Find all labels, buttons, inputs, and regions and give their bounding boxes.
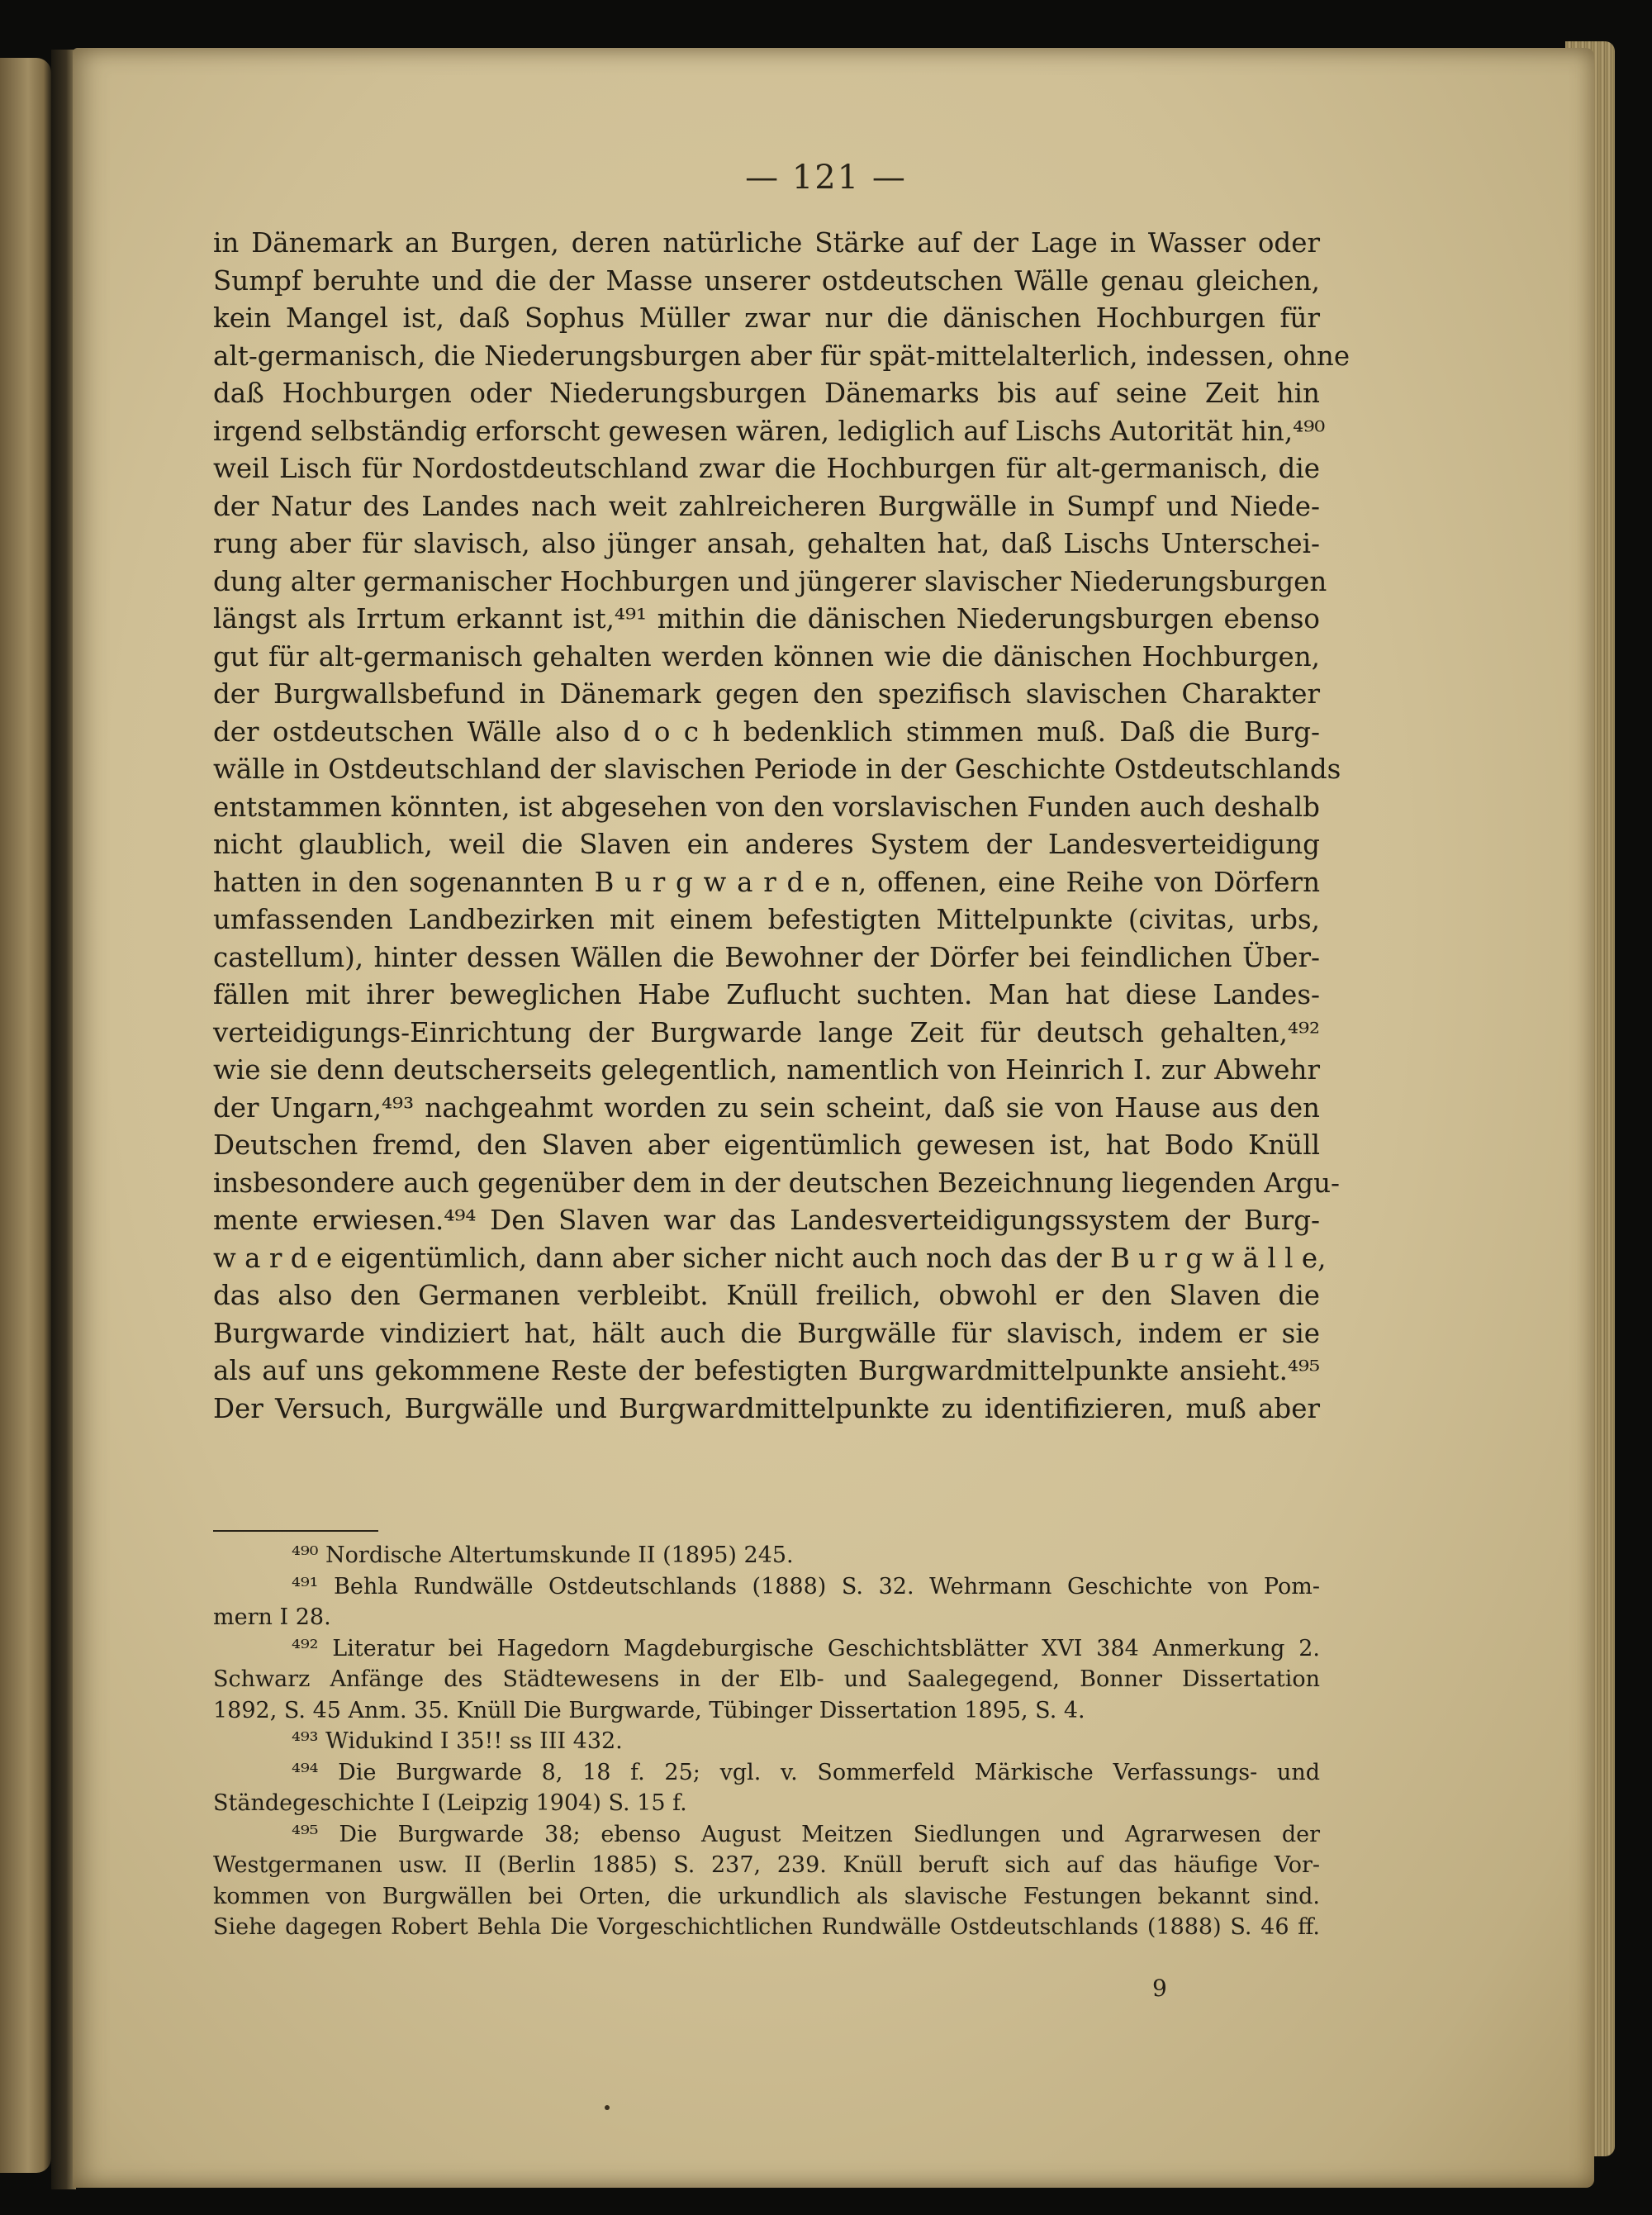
footnote-line: 1892, S. 45 Anm. 35. Knüll Die Burgwarde, Tübinger Dissertation 1895, S. 4. bbox=[213, 1697, 1085, 1723]
body-text bbox=[213, 225, 1351, 1428]
body-line: Deutschen fremd, den Slaven aber eigentümlich gewesen ist, hat Bodo Knüll bbox=[213, 1129, 1320, 1161]
body-line: wälle in Ostdeutschland der slavischen Periode in der Geschichte Ostdeutschlands bbox=[213, 753, 1341, 785]
footnote-line: mern I 28. bbox=[213, 1604, 331, 1630]
footnote-line: ⁴⁹⁵ Die Burgwarde 38; ebenso August Meitzen Siedlungen und Agrarwesen der bbox=[292, 1821, 1320, 1847]
body-line: als auf uns gekommene Reste der befestigten Burgwardmittelpunkte ansieht.⁴⁹⁵ bbox=[213, 1355, 1320, 1386]
body-line: der Burgwallsbefund in Dänemark gegen den spezifisch slavischen Charakter bbox=[213, 678, 1320, 710]
body-line: Sumpf beruhte und die der Masse unserer ostdeutschen Wälle genau gleichen, bbox=[213, 264, 1320, 297]
body-line: hatten in den sogenannten B u r g w a r d e n, offenen, eine Reihe von Dörfern bbox=[213, 866, 1320, 898]
body-line: der ostdeutschen Wälle also d o c h bedenklich stimmen muß. Daß die Burg- bbox=[213, 715, 1320, 748]
body-line: alt-germanisch, die Niederungsburgen aber für spät-mittelalterlich, indessen, ohne bbox=[213, 340, 1351, 372]
body-line: in Dänemark an Burgen, deren natürliche Stärke auf der Lage in Wasser oder bbox=[213, 227, 1320, 259]
footnote-line: ⁴⁹³ Widukind I 35!! ss III 432. bbox=[292, 1728, 623, 1754]
body-line: rung aber für slavisch, also jünger ansah, gehalten hat, daß Lischs Unterschei- bbox=[213, 528, 1320, 559]
footnote-line: kommen von Burgwällen bei Orten, die urkundlich als slavische Festungen bekannt sind. bbox=[213, 1883, 1320, 1909]
body-line: umfassenden Landbezirken mit einem befestigten Mittelpunkte (civitas, urbs, bbox=[213, 904, 1320, 935]
body-line: dung alter germanischer Hochburgen und jüngerer slavischer Niederungsburgen bbox=[213, 565, 1327, 597]
signature-mark: 9 bbox=[1152, 1975, 1167, 2002]
body-line: irgend selbständig erforscht gewesen wären, lediglich auf Lischs Autorität hin,⁴⁹⁰ bbox=[213, 415, 1326, 447]
body-line: Der Versuch, Burgwälle und Burgwardmittelpunkte zu identifizieren, muß aber bbox=[213, 1392, 1320, 1424]
footnote-line: Siehe dagegen Robert Behla Die Vorgeschichtlichen Rundwälle Ostdeutschlands (1888) S. 46 ff. bbox=[213, 1914, 1320, 1940]
footnote-line: ⁴⁹¹ Behla Rundwälle Ostdeutschlands (1888) S. 32. Wehrmann Geschichte von Pom- bbox=[292, 1573, 1320, 1599]
body-line: nicht glaublich, weil die Slaven ein anderes System der Landesverteidigung bbox=[213, 829, 1320, 860]
footnote-rule bbox=[213, 1530, 378, 1532]
footnote-line: ⁴⁹⁰ Nordische Altertumskunde II (1895) 245. bbox=[292, 1542, 794, 1568]
footnote-line: ⁴⁹² Literatur bei Hagedorn Magdeburgische Geschichtsblätter XVI 384 Anmerkung 2. bbox=[292, 1635, 1320, 1661]
footnote-line: Westgermanen usw. II (Berlin 1885) S. 237, 239. Knüll beruft sich auf das häufige Vor- bbox=[213, 1852, 1320, 1878]
body-line: castellum), hinter dessen Wällen die Bewohner der Dörfer bei feindlichen Über- bbox=[213, 941, 1320, 973]
footnote-line: ⁴⁹⁴ Die Burgwarde 8, 18 f. 25; vgl. v. Sommerfeld Märkische Verfassungs- und bbox=[292, 1759, 1320, 1785]
body-line: insbesondere auch gegenüber dem in der deutschen Bezeichnung liegenden Argu- bbox=[213, 1167, 1341, 1199]
footnote-line: Ständegeschichte I (Leipzig 1904) S. 15 f. bbox=[213, 1790, 687, 1816]
body-line: längst als Irrtum erkannt ist,⁴⁹¹ mithin die dänischen Niederungsburgen ebenso bbox=[213, 603, 1320, 635]
ink-speck bbox=[605, 2105, 610, 2110]
body-line: verteidigungs-Einrichtung der Burgwarde lange Zeit für deutsch gehalten,⁴⁹² bbox=[213, 1016, 1320, 1048]
body-line: mente erwiesen.⁴⁹⁴ Den Slaven war das Landesverteidigungssystem der Burg- bbox=[213, 1205, 1320, 1236]
body-line: der Natur des Landes nach weit zahlreicheren Burgwälle in Sumpf und Niede- bbox=[213, 490, 1320, 522]
body-line: fällen mit ihrer beweglichen Habe Zuflucht suchten. Man hat diese Landes- bbox=[213, 979, 1320, 1010]
body-line: kein Mangel ist, daß Sophus Müller zwar nur die dänischen Hochburgen für bbox=[213, 302, 1320, 334]
footnotes bbox=[213, 1540, 1320, 1943]
body-line: Burgwarde vindiziert hat, hält auch die Burgwälle für slavisch, indem er sie bbox=[213, 1317, 1320, 1349]
body-line: entstammen könnten, ist abgesehen von den vorslavischen Funden auch deshalb bbox=[213, 791, 1320, 823]
body-line: wie sie denn deutscherseits gelegentlich, namentlich von Heinrich I. zur Abwehr bbox=[213, 1054, 1320, 1086]
left-page-edge bbox=[0, 58, 51, 2173]
body-line: daß Hochburgen oder Niederungsburgen Dänemarks bis auf seine Zeit hin bbox=[213, 378, 1320, 409]
footnote-line: Schwarz Anfänge des Städtewesens in der Elb- und Saalegegend, Bonner Dissertation bbox=[213, 1666, 1320, 1692]
body-line: w a r d e eigentümlich, dann aber sicher nicht auch noch das der B u r g w ä l l e, bbox=[213, 1242, 1327, 1274]
page-number: — 121 — bbox=[745, 159, 907, 197]
body-line: das also den Germanen verbleibt. Knüll freilich, obwohl er den Slaven die bbox=[213, 1280, 1320, 1311]
body-line: gut für alt-germanisch gehalten werden können wie die dänischen Hochburgen, bbox=[213, 640, 1320, 673]
body-line: weil Lisch für Nordostdeutschland zwar die Hochburgen für alt-germanisch, die bbox=[213, 453, 1320, 484]
body-line: der Ungarn,⁴⁹³ nachgeahmt worden zu sein scheint, daß sie von Hause aus den bbox=[213, 1091, 1320, 1124]
